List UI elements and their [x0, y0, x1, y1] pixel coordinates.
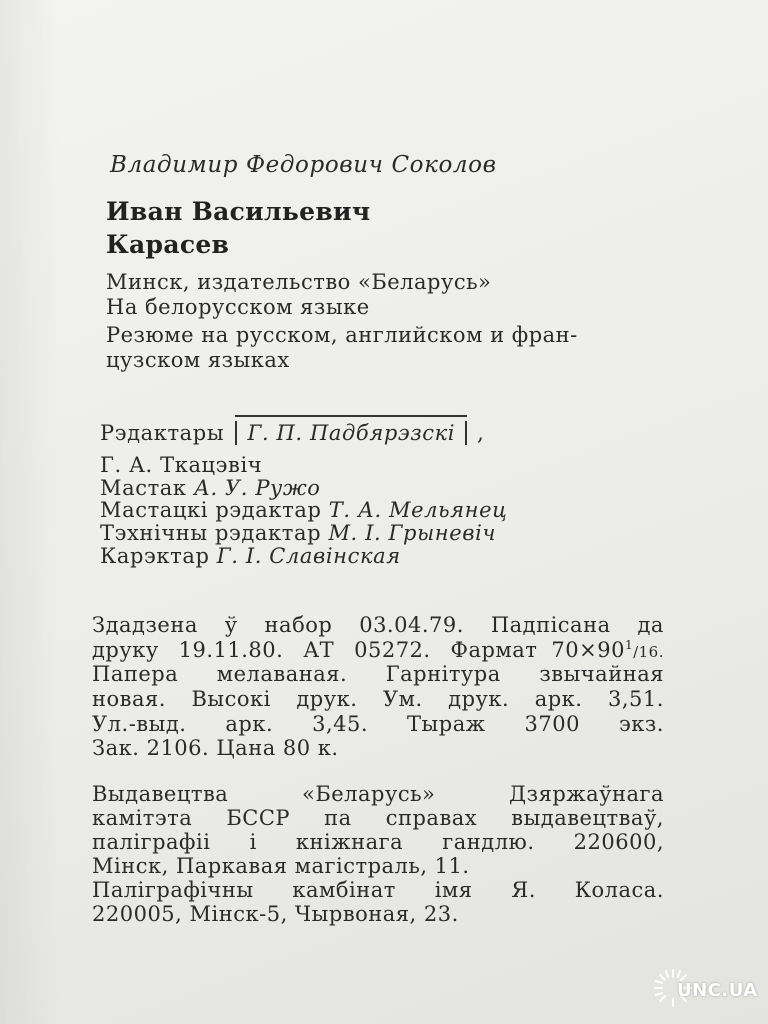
art-editor-name: Т. А. Мельянец: [328, 498, 508, 522]
art-editor-row: [100, 498, 507, 522]
publisher-line-5: [92, 878, 664, 902]
word: арк.: [225, 712, 274, 736]
format-sub: /16.: [633, 643, 664, 661]
word: Фармат: [450, 638, 538, 662]
word: справах: [385, 806, 478, 830]
word: 03.04.79.: [359, 613, 464, 637]
word: друк.: [448, 687, 510, 711]
summary-line-1: Резюме на русском, английском и фран-: [106, 323, 578, 347]
imprint-line-6: Зак. 2106. Цана 80 к.: [92, 736, 339, 760]
word: Гарнітура: [385, 662, 501, 686]
word: паліграфіі: [92, 830, 211, 854]
word: Коласа.: [574, 878, 664, 902]
word: камбінат: [292, 878, 396, 902]
word: 19.11.80.: [178, 638, 284, 662]
format-base: 70×90: [551, 638, 625, 662]
editor-framed-name: Г. П. Падбярэзскі: [235, 421, 467, 445]
word: па: [324, 806, 352, 830]
word: мелаваная.: [216, 662, 348, 686]
watermark-logo: [653, 966, 763, 1014]
format-value: [551, 638, 664, 662]
format-sup: 1: [624, 638, 634, 652]
word: гандлю.: [442, 830, 535, 854]
word: да: [637, 613, 664, 637]
word: Дзяржаўнага: [509, 782, 664, 806]
word: Тыраж: [407, 712, 486, 736]
proofreader-row: [100, 544, 401, 568]
publication-language: На белорусском языке: [106, 295, 370, 319]
tech-editor-row: [100, 521, 496, 545]
imprint-line-4: [92, 687, 664, 711]
word: БССР: [226, 806, 291, 830]
artist-row: [100, 476, 321, 500]
word: Паліграфічны: [92, 878, 254, 902]
watermark-text: UNC.UA: [677, 980, 758, 1001]
word: набор: [264, 613, 333, 637]
word: Ум.: [382, 687, 423, 711]
word: кніжнага: [295, 830, 404, 854]
word: імя: [434, 878, 473, 902]
word: АТ: [303, 638, 335, 662]
word: Падпісана: [490, 613, 611, 637]
word: ў: [224, 613, 238, 637]
publisher-line-2: [92, 806, 664, 830]
word: друк.: [296, 687, 358, 711]
title-line-1: Иван Васильевич: [106, 197, 371, 226]
title-line-2: Карасев: [106, 230, 230, 259]
tech-editor-name: М. І. Грыневіч: [328, 521, 497, 545]
editor-framed-tail: ,: [477, 421, 485, 445]
artist-name: А. У. Ружо: [193, 476, 321, 500]
word: Я.: [511, 878, 536, 902]
word: Ул.-выд.: [92, 712, 187, 736]
imprint-line-5: [92, 712, 664, 736]
author-line: Владимир Федорович Соколов: [110, 152, 497, 178]
publisher-line-6: 220005, Мінск-5, Чырвоная, 23.: [92, 902, 459, 926]
word: 3,45.: [312, 712, 369, 736]
tech-editor-label: Тэхнічны рэдактар: [100, 521, 322, 545]
summary-line-2: цузском языках: [106, 348, 290, 372]
word: экз.: [618, 712, 664, 736]
word: 3,51.: [608, 687, 664, 711]
word: 220600,: [573, 830, 664, 854]
word: звычайная: [539, 662, 664, 686]
word: 3700: [524, 712, 580, 736]
art-editor-label: Мастацкі рэдактар: [100, 498, 322, 522]
editors-label: Рэдактары: [100, 421, 225, 445]
proofreader-name: Г. І. Славінская: [216, 544, 401, 568]
publisher-line-4: Мінск, Паркавая магістраль, 11.: [92, 854, 470, 878]
word: «Беларусь»: [301, 782, 436, 806]
publisher-line-3: [92, 830, 664, 854]
artist-label: Мастак: [100, 476, 187, 500]
imprint-line-2: [92, 638, 664, 662]
proofreader-label: Карэктар: [100, 544, 210, 568]
word: Высокі: [191, 687, 271, 711]
word: Выдавецтва: [92, 782, 229, 806]
publisher-line-1: [92, 782, 664, 806]
word: новая.: [92, 687, 166, 711]
editors-row: [100, 421, 484, 445]
page-edge-shadow: [0, 0, 60, 1024]
word: 05272.: [354, 638, 431, 662]
imprint-line-3: [92, 662, 664, 686]
word: арк.: [534, 687, 583, 711]
editor-second: Г. А. Ткацэвіч: [100, 453, 263, 477]
word: выдавецтваў,: [511, 806, 664, 830]
word: і: [249, 830, 257, 854]
word: друку: [92, 638, 159, 662]
imprint-line-2-words: [92, 638, 537, 662]
publication-place: Минск, издательство «Беларусь»: [106, 270, 492, 294]
word: Папера: [92, 662, 179, 686]
imprint-line-1: [92, 613, 664, 637]
word: Здадзена: [92, 613, 198, 637]
word: камітэта: [92, 806, 193, 830]
